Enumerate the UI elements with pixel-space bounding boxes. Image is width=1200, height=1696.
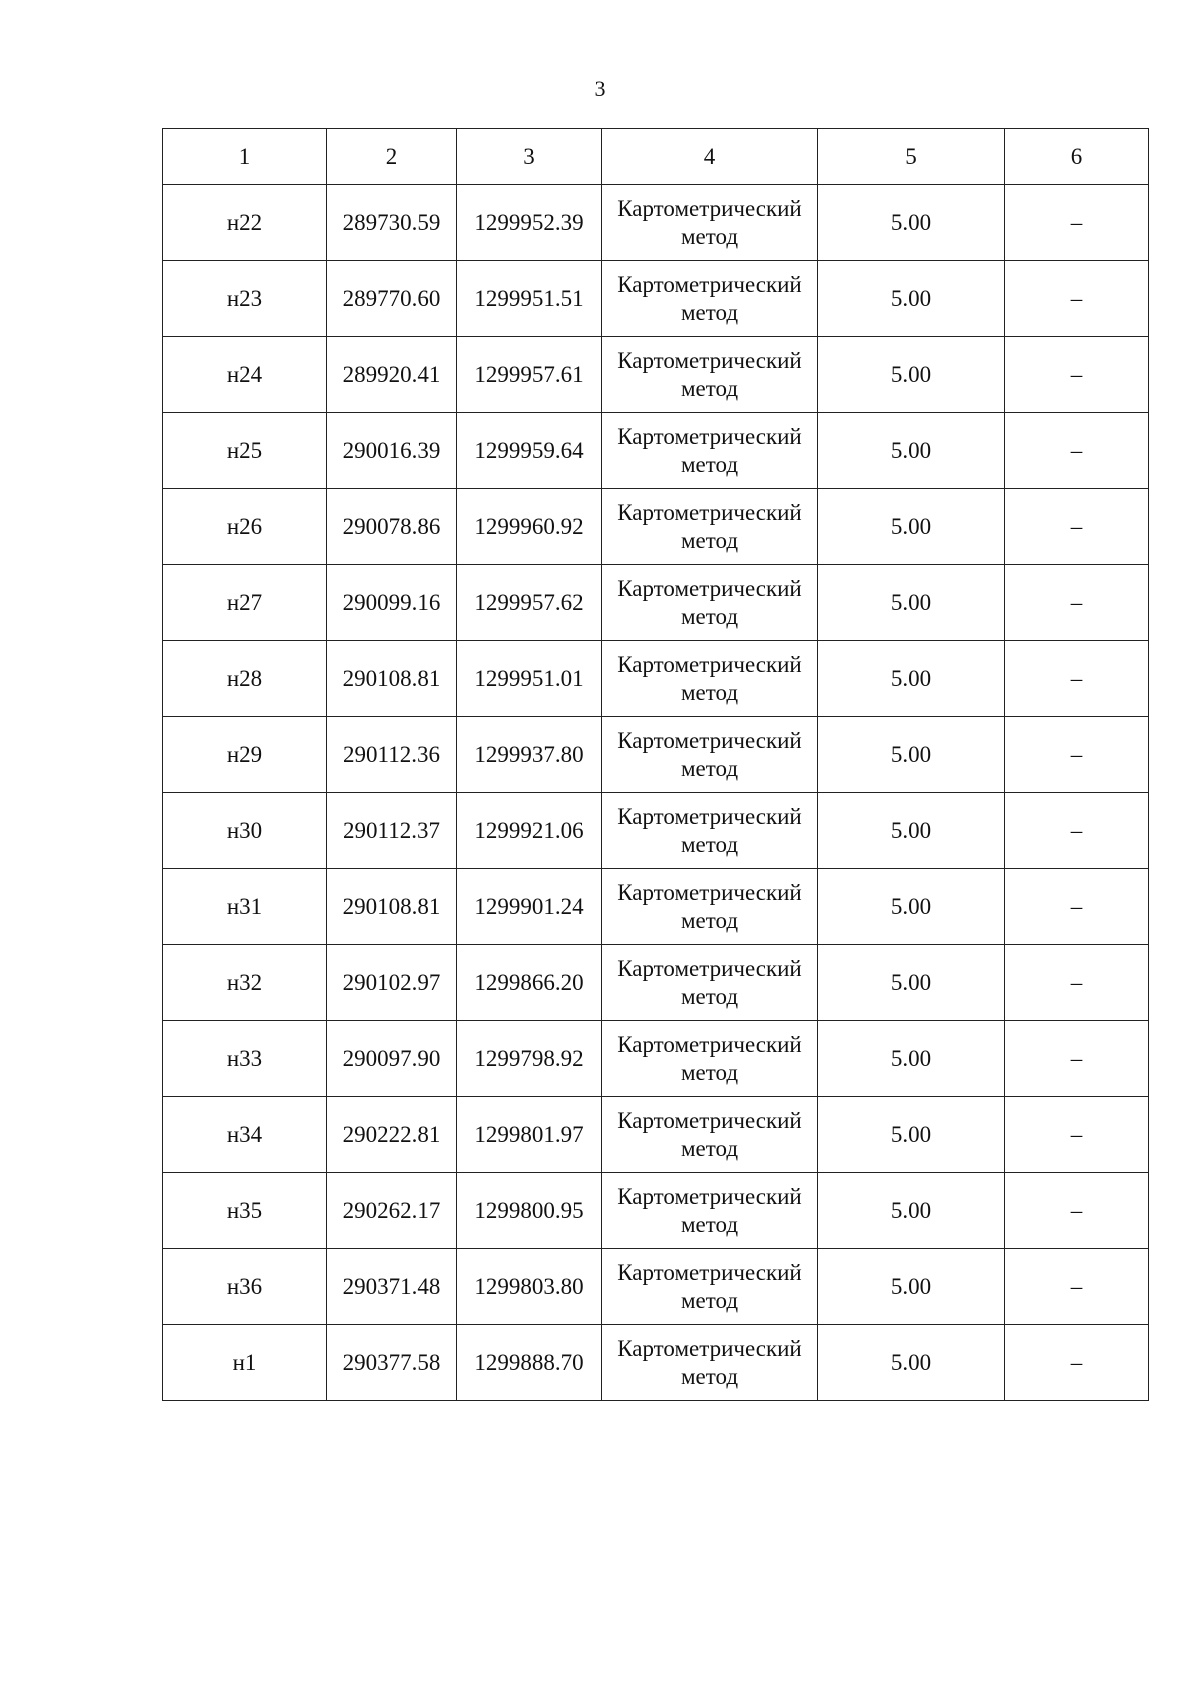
- accuracy-cell: 5.00: [818, 413, 1005, 489]
- method-cell: [602, 641, 818, 717]
- method-cell: [602, 413, 818, 489]
- note-cell: –: [1005, 1325, 1149, 1401]
- y-coordinate-cell: 1299888.70: [457, 1325, 602, 1401]
- method-text-line2: метод: [680, 1135, 739, 1161]
- method-text-line1: Картометрический: [617, 1031, 802, 1057]
- accuracy-cell: 5.00: [818, 869, 1005, 945]
- y-coordinate-cell: 1299798.92: [457, 1021, 602, 1097]
- x-coordinate-cell: 290016.39: [327, 413, 457, 489]
- accuracy-cell: 5.00: [818, 565, 1005, 641]
- table-row: [163, 641, 1149, 717]
- note-cell: –: [1005, 1021, 1149, 1097]
- method-text-line2: метод: [680, 451, 739, 477]
- accuracy-cell: 5.00: [818, 185, 1005, 261]
- method-cell: [602, 869, 818, 945]
- method-cell: [602, 261, 818, 337]
- accuracy-cell: 5.00: [818, 261, 1005, 337]
- table-row: [163, 337, 1149, 413]
- method-text-line1: Картометрический: [617, 1107, 802, 1133]
- method-text-line2: метод: [680, 1059, 739, 1085]
- y-coordinate-cell: 1299957.61: [457, 337, 602, 413]
- point-cell: н26: [163, 489, 327, 565]
- method-cell: [602, 945, 818, 1021]
- table-row: [163, 945, 1149, 1021]
- table-row: [163, 565, 1149, 641]
- method-text-line2: метод: [680, 831, 739, 857]
- table-header-row: [163, 129, 1149, 185]
- y-coordinate-cell: 1299952.39: [457, 185, 602, 261]
- note-cell: –: [1005, 337, 1149, 413]
- x-coordinate-cell: 290262.17: [327, 1173, 457, 1249]
- method-text-line1: Картометрический: [617, 1259, 802, 1285]
- method-text-line1: Картометрический: [617, 423, 802, 449]
- y-coordinate-cell: 1299937.80: [457, 717, 602, 793]
- table-row: [163, 413, 1149, 489]
- method-text-line1: Картометрический: [617, 803, 802, 829]
- accuracy-cell: 5.00: [818, 945, 1005, 1021]
- y-coordinate-cell: 1299800.95: [457, 1173, 602, 1249]
- point-cell: н27: [163, 565, 327, 641]
- method-text-line2: метод: [680, 907, 739, 933]
- point-cell: н24: [163, 337, 327, 413]
- table-row: [163, 1173, 1149, 1249]
- method-cell: [602, 717, 818, 793]
- x-coordinate-cell: 290112.37: [327, 793, 457, 869]
- method-cell: [602, 793, 818, 869]
- method-text-line1: Картометрический: [617, 955, 802, 981]
- table-row: [163, 793, 1149, 869]
- x-coordinate-cell: 290108.81: [327, 869, 457, 945]
- y-coordinate-cell: 1299921.06: [457, 793, 602, 869]
- point-cell: н32: [163, 945, 327, 1021]
- y-coordinate-cell: 1299951.51: [457, 261, 602, 337]
- accuracy-cell: 5.00: [818, 1021, 1005, 1097]
- accuracy-cell: 5.00: [818, 337, 1005, 413]
- column-header: 1: [163, 129, 327, 185]
- method-text-line2: метод: [680, 1363, 739, 1389]
- note-cell: –: [1005, 1097, 1149, 1173]
- note-cell: –: [1005, 413, 1149, 489]
- note-cell: –: [1005, 869, 1149, 945]
- method-cell: [602, 565, 818, 641]
- x-coordinate-cell: 290078.86: [327, 489, 457, 565]
- method-cell: [602, 1325, 818, 1401]
- point-cell: н35: [163, 1173, 327, 1249]
- x-coordinate-cell: 290377.58: [327, 1325, 457, 1401]
- method-text-line2: метод: [680, 299, 739, 325]
- accuracy-cell: 5.00: [818, 1173, 1005, 1249]
- x-coordinate-cell: 290371.48: [327, 1249, 457, 1325]
- point-cell: н1: [163, 1325, 327, 1401]
- x-coordinate-cell: 290112.36: [327, 717, 457, 793]
- accuracy-cell: 5.00: [818, 793, 1005, 869]
- column-header: 3: [457, 129, 602, 185]
- method-text-line1: Картометрический: [617, 1335, 802, 1361]
- y-coordinate-cell: 1299901.24: [457, 869, 602, 945]
- table-row: [163, 1021, 1149, 1097]
- method-cell: [602, 337, 818, 413]
- y-coordinate-cell: 1299866.20: [457, 945, 602, 1021]
- column-header: 2: [327, 129, 457, 185]
- table-row: [163, 489, 1149, 565]
- method-cell: [602, 185, 818, 261]
- x-coordinate-cell: 289770.60: [327, 261, 457, 337]
- point-cell: н29: [163, 717, 327, 793]
- point-cell: н34: [163, 1097, 327, 1173]
- column-header: 4: [602, 129, 818, 185]
- method-text-line1: Картометрический: [617, 575, 802, 601]
- x-coordinate-cell: 289730.59: [327, 185, 457, 261]
- y-coordinate-cell: 1299951.01: [457, 641, 602, 717]
- method-text-line1: Картометрический: [617, 347, 802, 373]
- x-coordinate-cell: 290102.97: [327, 945, 457, 1021]
- page-number: 3: [594, 76, 606, 101]
- point-cell: н22: [163, 185, 327, 261]
- note-cell: –: [1005, 717, 1149, 793]
- table-row: [163, 1325, 1149, 1401]
- method-text-line2: метод: [680, 1211, 739, 1237]
- method-text-line1: Картометрический: [617, 879, 802, 905]
- method-text-line2: метод: [680, 603, 739, 629]
- method-text-line1: Картометрический: [617, 1183, 802, 1209]
- y-coordinate-cell: 1299959.64: [457, 413, 602, 489]
- method-text-line2: метод: [680, 1287, 739, 1313]
- method-cell: [602, 1021, 818, 1097]
- table-body: [163, 185, 1149, 1401]
- method-text-line2: метод: [680, 983, 739, 1009]
- x-coordinate-cell: 289920.41: [327, 337, 457, 413]
- note-cell: –: [1005, 261, 1149, 337]
- y-coordinate-cell: 1299960.92: [457, 489, 602, 565]
- x-coordinate-cell: 290097.90: [327, 1021, 457, 1097]
- point-cell: н31: [163, 869, 327, 945]
- accuracy-cell: 5.00: [818, 1325, 1005, 1401]
- y-coordinate-cell: 1299957.62: [457, 565, 602, 641]
- note-cell: –: [1005, 185, 1149, 261]
- y-coordinate-cell: 1299801.97: [457, 1097, 602, 1173]
- point-cell: н23: [163, 261, 327, 337]
- note-cell: –: [1005, 793, 1149, 869]
- accuracy-cell: 5.00: [818, 717, 1005, 793]
- table-row: [163, 261, 1149, 337]
- method-text-line1: Картометрический: [617, 271, 802, 297]
- note-cell: –: [1005, 489, 1149, 565]
- table-row: [163, 1249, 1149, 1325]
- method-text-line2: метод: [680, 375, 739, 401]
- method-text-line1: Картометрический: [617, 499, 802, 525]
- table-row: [163, 1097, 1149, 1173]
- note-cell: –: [1005, 1249, 1149, 1325]
- method-cell: [602, 1173, 818, 1249]
- method-text-line2: метод: [680, 755, 739, 781]
- note-cell: –: [1005, 945, 1149, 1021]
- point-cell: н28: [163, 641, 327, 717]
- point-cell: н33: [163, 1021, 327, 1097]
- accuracy-cell: 5.00: [818, 1249, 1005, 1325]
- method-cell: [602, 489, 818, 565]
- method-text-line1: Картометрический: [617, 651, 802, 677]
- method-cell: [602, 1249, 818, 1325]
- coordinates-table: [162, 128, 1149, 1401]
- method-cell: [602, 1097, 818, 1173]
- column-header: 6: [1005, 129, 1149, 185]
- method-text-line1: Картометрический: [617, 727, 802, 753]
- point-cell: н25: [163, 413, 327, 489]
- note-cell: –: [1005, 1173, 1149, 1249]
- method-text-line2: метод: [680, 223, 739, 249]
- accuracy-cell: 5.00: [818, 1097, 1005, 1173]
- note-cell: –: [1005, 565, 1149, 641]
- y-coordinate-cell: 1299803.80: [457, 1249, 602, 1325]
- x-coordinate-cell: 290108.81: [327, 641, 457, 717]
- method-text-line1: Картометрический: [617, 195, 802, 221]
- method-text-line2: метод: [680, 679, 739, 705]
- accuracy-cell: 5.00: [818, 641, 1005, 717]
- x-coordinate-cell: 290099.16: [327, 565, 457, 641]
- table-row: [163, 717, 1149, 793]
- table-row: [163, 185, 1149, 261]
- table-row: [163, 869, 1149, 945]
- point-cell: н36: [163, 1249, 327, 1325]
- point-cell: н30: [163, 793, 327, 869]
- method-text-line2: метод: [680, 527, 739, 553]
- x-coordinate-cell: 290222.81: [327, 1097, 457, 1173]
- accuracy-cell: 5.00: [818, 489, 1005, 565]
- column-header: 5: [818, 129, 1005, 185]
- note-cell: –: [1005, 641, 1149, 717]
